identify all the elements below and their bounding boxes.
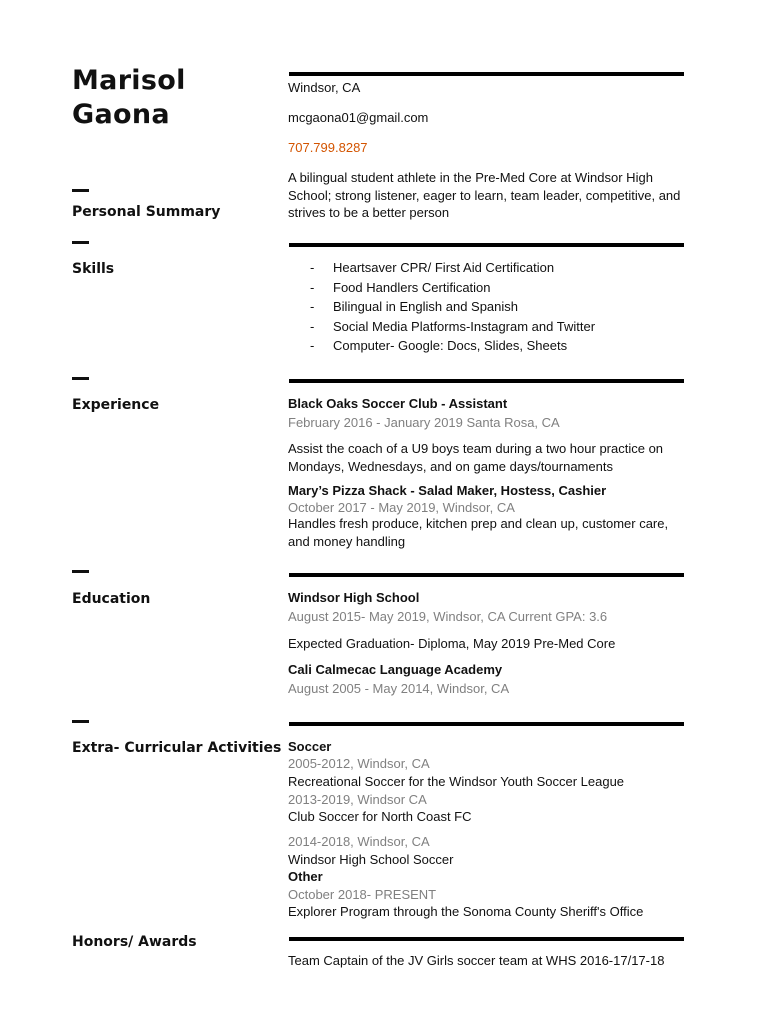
divider-skills: [289, 243, 684, 247]
section-label-honors: Honors/ Awards: [72, 934, 197, 950]
summary-text: [288, 169, 698, 222]
bullet-marker: -: [310, 318, 315, 334]
section-label-experience: Experience: [72, 397, 160, 413]
activity-description: Explorer Program through the Sonoma County Sheriff's Office: [288, 904, 644, 919]
activity-description: Windsor High School Soccer: [288, 852, 454, 867]
school-name: Cali Calmecac Language Academy: [288, 662, 503, 677]
skill-item: [310, 317, 595, 337]
school-dates: August 2005 - May 2014, Windsor, CA: [288, 681, 510, 696]
job-description-line: Assist the coach of a U9 boys team during a two hour practice on: [288, 441, 664, 456]
skill-item: [310, 297, 595, 317]
bullet-marker: -: [310, 299, 315, 314]
activity-heading: Other: [288, 869, 323, 884]
skill-label: Food Handlers Certification: [333, 279, 491, 295]
job-description: [288, 440, 698, 475]
activity-dates: 2013-2019, Windsor CA: [288, 792, 427, 807]
phone-text: 707.799.8287: [288, 140, 368, 155]
section-label-skills: Skills: [72, 261, 115, 277]
section-dash: [72, 189, 89, 192]
skills-list: [310, 258, 595, 356]
skill-label: Computer- Google: Docs, Slides, Sheets: [333, 338, 568, 353]
school-name: Windsor High School: [288, 590, 420, 605]
bullet-marker: -: [310, 260, 315, 275]
job-title: Mary’s Pizza Shack - Salad Maker, Hostess, Cashier: [288, 483, 607, 498]
activity-dates: 2005-2012, Windsor, CA: [288, 756, 430, 771]
skill-item: [310, 258, 595, 278]
last-name: Gaona: [72, 99, 170, 130]
activity-description: Club Soccer for North Coast FC: [288, 809, 472, 824]
skill-label: Bilingual in English and Spanish: [333, 299, 519, 314]
divider-honors: [289, 937, 684, 941]
school-note: Expected Graduation- Diploma, May 2019 Pre-Med Core: [288, 636, 616, 651]
job-description-line: Mondays, Wednesdays, and on game days/tournaments: [288, 458, 613, 474]
activity-dates: October 2018- PRESENT: [288, 887, 437, 902]
email-text: mcgaona01@gmail.com: [288, 110, 429, 125]
job-dates: February 2016 - January 2019 Santa Rosa, CA: [288, 415, 560, 430]
skill-label: Social Media Platforms-Instagram and Twitter: [333, 318, 596, 334]
location-text: Windsor, CA: [288, 80, 361, 95]
section-dash: [72, 241, 89, 244]
job-description: [288, 515, 698, 550]
divider-education: [289, 573, 684, 577]
section-label-personal-summary: Personal Summary: [72, 204, 221, 220]
section-dash: [72, 377, 89, 380]
school-dates: August 2015- May 2019, Windsor, CA Current GPA: 3.6: [288, 609, 608, 624]
divider-experience: [289, 379, 684, 383]
honor-item: Team Captain of the JV Girls soccer team at WHS 2016-17/17-18: [288, 953, 665, 968]
skill-label: Heartsaver CPR/ First Aid Certification: [333, 260, 555, 275]
summary-line: strives to be a better person: [288, 205, 450, 220]
summary-line: School; strong listener, eager to learn, team leader, competitive, and: [288, 187, 681, 203]
section-dash: [72, 720, 89, 723]
skill-item: [310, 336, 595, 356]
skill-item: [310, 278, 595, 298]
bullet-marker: -: [310, 338, 315, 353]
job-title: Black Oaks Soccer Club - Assistant: [288, 396, 508, 411]
section-dash: [72, 570, 89, 573]
first-name: Marisol: [72, 65, 186, 96]
divider-extracurricular: [289, 722, 684, 726]
job-dates: October 2017 - May 2019, Windsor, CA: [288, 500, 515, 515]
candidate-name: [72, 64, 272, 132]
summary-line: A bilingual student athlete in the Pre-Med Core at Windsor High: [288, 170, 653, 185]
activity-description: Recreational Soccer for the Windsor Youth Soccer League: [288, 774, 625, 789]
section-label-education: Education: [72, 591, 151, 607]
activity-heading: Soccer: [288, 739, 332, 754]
bullet-marker: -: [310, 279, 315, 295]
section-label-extracurricular: Extra- Curricular Activities: [72, 740, 282, 756]
divider-contact: [289, 72, 684, 76]
job-description-line: and money handling: [288, 533, 406, 549]
activity-dates: 2014-2018, Windsor, CA: [288, 834, 430, 849]
job-description-line: Handles fresh produce, kitchen prep and clean up, customer care,: [288, 516, 669, 531]
